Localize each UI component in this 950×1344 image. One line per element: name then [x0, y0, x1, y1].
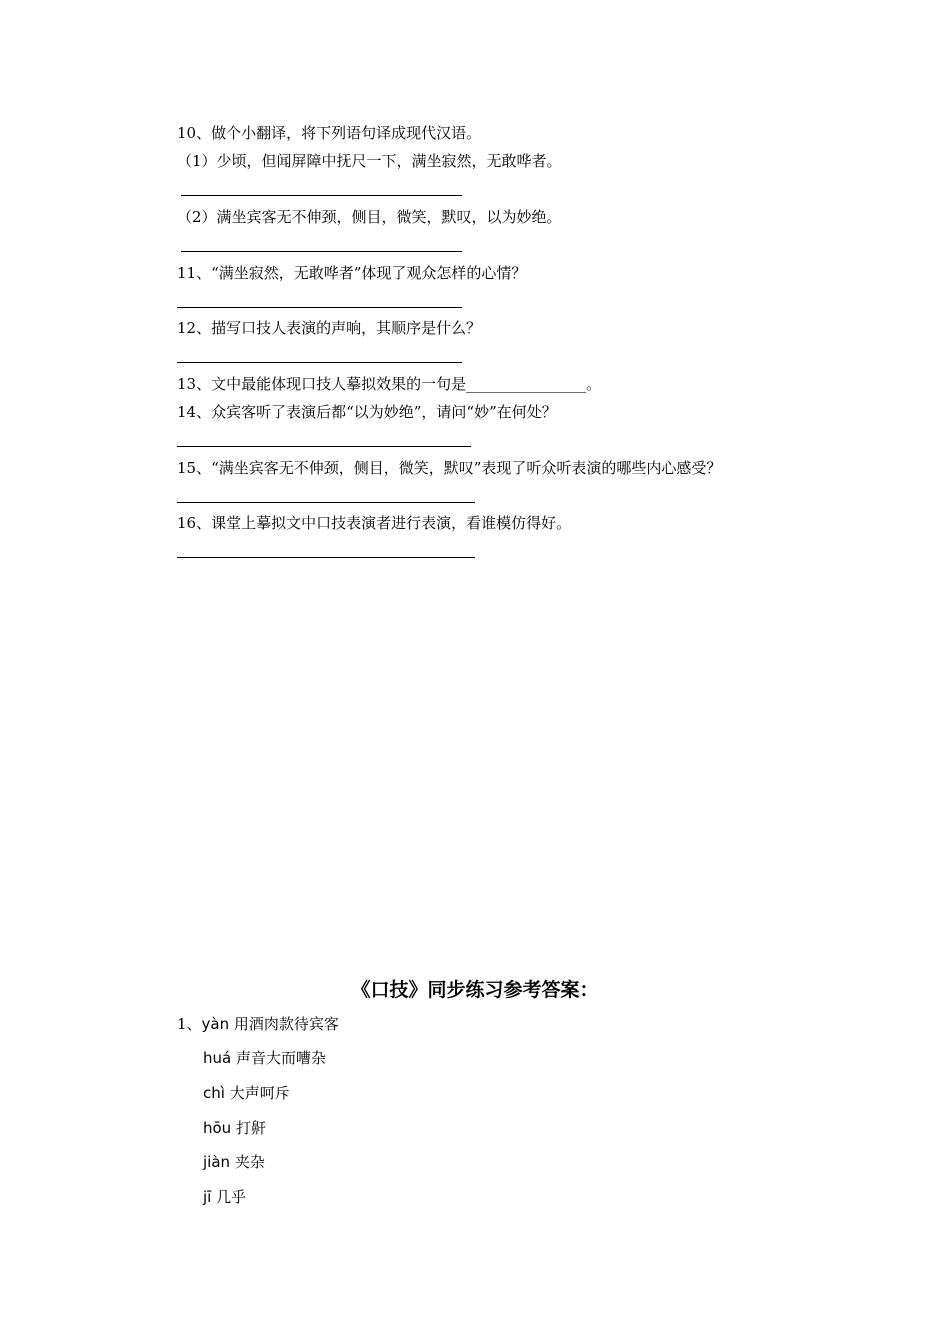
question-14: 14、众宾客听了表演后都“以为妙绝”，请问“妙”在何处？ [177, 403, 557, 421]
answer-pinyin: yàn [201, 1015, 230, 1033]
answer-item [203, 1187, 246, 1207]
answer-item [203, 1118, 266, 1138]
answer-line-15 [177, 502, 475, 503]
question-11: 11、“满坐寂然，无敢哗者”体现了观众怎样的心情？ [177, 264, 527, 282]
question-10-part-1: （1）少顷，但闻屏障中抚尺一下，满坐寂然，无敢哗者。 [177, 152, 562, 170]
answer-line-10-1 [181, 195, 462, 196]
answer-line-14 [177, 446, 471, 447]
question-10: 10、做个小翻译，将下列语句译成现代汉语。 [177, 124, 482, 142]
question-10-part-2: （2）满坐宾客无不伸颈，侧目，微笑，默叹，以为妙绝。 [177, 208, 562, 226]
answer-meaning: 打鼾 [235, 1119, 266, 1137]
answer-item [203, 1048, 326, 1068]
answer-item [203, 1152, 265, 1172]
answer-item [203, 1083, 290, 1103]
answer-item [177, 1014, 339, 1034]
answer-line-12 [177, 362, 462, 363]
question-13: 13、文中最能体现口技人摹拟效果的一句是________________。 [177, 375, 602, 393]
answer-pinyin: huá [203, 1049, 232, 1067]
answer-meaning: 大声呵斥 [229, 1084, 290, 1102]
answer-meaning: 几乎 [216, 1188, 247, 1206]
answer-meaning: 夹杂 [234, 1153, 265, 1171]
answer-line-16 [177, 557, 475, 558]
answer-pinyin: chì [203, 1084, 225, 1102]
answers-title: 《口技》同步练习参考答案： [351, 979, 599, 1001]
answer-line-10-2 [181, 251, 462, 252]
answer-meaning: 声音大而嘈杂 [236, 1049, 327, 1067]
answer-pinyin: jiàn [203, 1153, 231, 1171]
answer-prefix: 1、 [177, 1015, 202, 1033]
question-15: 15、“满坐宾客无不伸颈，侧目，微笑，默叹”表现了听众听表演的哪些内心感受？ [177, 459, 722, 477]
answer-line-11 [177, 307, 462, 308]
answer-meaning: 用酒肉款待宾客 [233, 1015, 339, 1033]
answer-pinyin: hōu [203, 1119, 232, 1137]
answer-pinyin: jī [203, 1188, 212, 1206]
question-12: 12、描写口技人表演的声响，其顺序是什么？ [177, 319, 482, 337]
question-16: 16、课堂上摹拟文中口技表演者进行表演，看谁模仿得好。 [177, 514, 572, 532]
